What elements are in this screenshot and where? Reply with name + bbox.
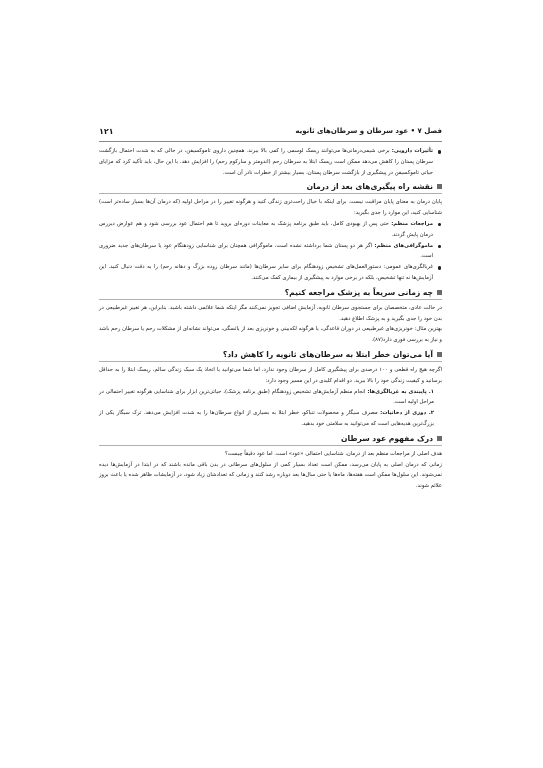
running-header bbox=[99, 123, 442, 139]
section-heading-recurrence-concept bbox=[99, 434, 442, 443]
heading-square-icon bbox=[437, 436, 442, 441]
heading-rule bbox=[99, 193, 442, 194]
item-text: انجام منظم آزمایش‌های تشخیص زودهنگام (طبق برنامه پزشک)، حیاتی‌ترین ابزار برای شناسایی هرگونه تغییر احتمالی در مراحل اولیه است. bbox=[99, 388, 434, 406]
heading-text: درک مفهوم عود سرطان bbox=[340, 433, 433, 443]
heading-square-icon bbox=[437, 352, 442, 357]
list-item bbox=[99, 387, 442, 409]
item-term: ۱. پایبندی به غربالگری‌ها: bbox=[367, 388, 434, 395]
list-item bbox=[99, 241, 442, 263]
bullet-text: غربالگری‌های عمومی: دستورالعمل‌های تشخیص زودهنگام برای سایر سرطان‌ها (مانند سرطان روده بزرگ و دهانه رحم) را به دقت دنبال کنید. این آزمایش‌ها نه تنها تشخیص، بلکه در برخی موارد به پیشگیری از بیماری کمک می‌کنند. bbox=[99, 264, 433, 281]
item-text: مصرف سیگار و محصولات تنباکو، خطر ابتلا به بسیاری از انواع سرطان‌ها را به شدت افزایش می‌دهد. ترک سیگار یکی از بزرگ‌ترین هدیه‌هایی است که می‌توانید به سلامتی خود بدهید. bbox=[99, 410, 434, 427]
section-heading-reduce-risk bbox=[99, 350, 442, 359]
paragraph: پایان درمان به معنای پایان مراقبت نیست. برای اینکه با خیال راحت‌تری زندگی کنید و هرگونه تغییر را در مراحل اولیه (که درمان آن‌ها بسیار ساده‌تر است) شناسایی کنید، این موارد را جدی بگیرید: bbox=[99, 199, 442, 217]
bullet-text: اگر هر دو پستان شما برداشته نشده است، ماموگرافی همچنان برای شناسایی زودهنگام عود یا سرطان‌های جدید ضروری است. bbox=[99, 242, 433, 260]
heading-rule bbox=[99, 445, 442, 446]
item-term: ۲. دوری از دخانیات: bbox=[380, 410, 434, 417]
bullet-term: مراجعات منظم: bbox=[391, 220, 433, 227]
header-divider bbox=[99, 141, 442, 142]
section-heading-followup-roadmap bbox=[99, 182, 442, 191]
page-content bbox=[99, 146, 442, 492]
intro-bullet bbox=[99, 146, 442, 178]
heading-square-icon bbox=[437, 290, 442, 295]
heading-text: نقشه راه پیگیری‌های بعد از درمان bbox=[306, 182, 433, 192]
paragraph: اگرچه هیچ راه قطعی و ۱۰۰ درصدی برای پیشگیری کامل از سرطان وجود ندارد، اما شما می‌توانید با اتخاذ یک سبک زندگی سالم، ریسک ابتلا را به حداقل برسانید و کیفیت زندگی خود را بالا ببرید. دو اقدام کلیدی در این مسیر وجود دارد: bbox=[99, 366, 442, 384]
paragraph: بهترین مثال: خونریزی‌های غیرطبیعی در دوران قاعدگی، یا هرگونه لکه‌بینی و خونریزی بعد از یائسگی، می‌تواند نشانه‌ای از مشکلات رحم یا سرطان رحم باشد و نیاز به بررسی فوری دارد(۸۷). bbox=[99, 326, 442, 344]
bullet-term: ماموگرافی‌های منظم: bbox=[374, 242, 433, 249]
list-item bbox=[99, 262, 442, 284]
heading-square-icon bbox=[437, 184, 442, 189]
bullet-term: تأثیرات دارویی: bbox=[391, 148, 433, 154]
page-number: ۱۲۱ bbox=[99, 126, 114, 136]
paragraph: در حالت عادی، متخصصان برای جستجوی سرطان ثانویه، آزمایش اضافی تجویز نمی‌کنند مگر اینکه شما علائمی داشته باشید. بنابراین، هر تغییر غیرطبیعی در بدن خود را جدی بگیرید و به پزشک اطلاع دهید. bbox=[99, 304, 442, 322]
heading-rule bbox=[99, 361, 442, 362]
paragraph: هدف اصلی از مراجعات منظم بعد از درمان، شناسایی احتمالی «عود» است. اما عود دقیقاً چیست؟ bbox=[224, 450, 442, 457]
section-heading-when-to-see-doctor bbox=[99, 288, 442, 297]
heading-text: آیا می‌توان خطر ابتلا به سرطان‌های ثانویه را کاهش داد؟ bbox=[222, 349, 433, 359]
chapter-title: فصل ۷ • عود سرطان و سرطان‌های ثانویه bbox=[295, 127, 442, 135]
paragraph: زمانی که درمان اصلی به پایان می‌رسد، ممکن است تعداد بسیار کمی از سلول‌های سرطانی در بدن باقی مانده باشند که در ابتدا در آزمایش‌ها دیده نمی‌شوند. این سلول‌ها ممکن است هفته‌ها، ماه‌ها یا حتی سال‌ها بعد دوباره رشد کنند و زمانی که تعدادشان زیاد شود، در آزمایشات ظاهر شده یا باعث بروز علائم شوند. bbox=[99, 461, 442, 490]
heading-text: چه زمانی سریعاً به پزشک مراجعه کنیم؟ bbox=[284, 287, 433, 297]
list-item bbox=[99, 408, 442, 430]
bullet-text: حتی پس از بهبودی کامل، باید طبق برنامه پزشک به معاینات دوره‌ای بروید تا هم احتمال عود بررسی شود و هم عوارض دیررس درمان پایش گردند. bbox=[99, 220, 433, 238]
list-item bbox=[99, 219, 442, 241]
heading-rule bbox=[99, 299, 442, 300]
bullet-text: برخی شیمی‌درمانی‌ها می‌توانند ریسک لوسمی را کمی بالا ببرند. همچنین داروی تاموکسیفن، در حالی که به شدت احتمال بازگشت سرطان پستان را کاهش می‌دهد ممکن است ریسک ابتلا به سرطان رحم (اندومتر و سارکوم رحم) را افزایش دهد. با این حال، باید تأکید کرد که مزایای حیاتی تاموکسیفن در پیشگیری از بازگشت سرطان پستان، بسیار بیشتر از خطرات نادر آن است. bbox=[99, 148, 433, 176]
